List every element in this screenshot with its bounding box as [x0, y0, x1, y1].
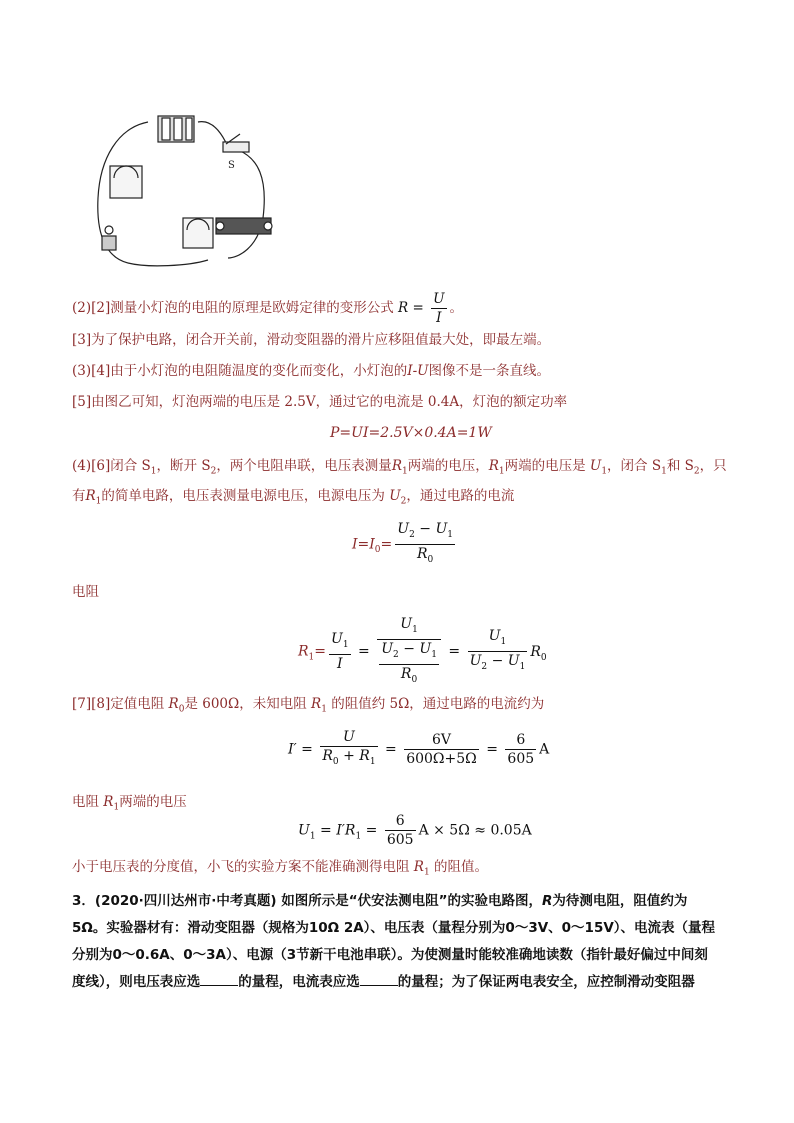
q3-line-2: 5Ω。实验器材有：滑动变阻器（规格为10Ω 2A）、电压表（量程分别为0～3V、0～15V）、电流表（量程	[72, 920, 716, 936]
fraction	[385, 812, 416, 849]
fraction	[505, 731, 536, 768]
circuit-figure	[88, 108, 288, 278]
resistance-formula: $R_1=$ $\frac{U_1}{I}$ = $\frac{U_1}{\frac{U_2 - U_1}{R_0}}$ = $\frac{U_1}{U_2 - U_1}$ $R_0$	[298, 615, 547, 688]
fraction	[431, 290, 446, 327]
text-line-3	[72, 361, 550, 381]
text: ，断开 S	[156, 458, 211, 474]
q3-line-4	[72, 969, 732, 996]
fraction	[404, 731, 479, 768]
numerator: U	[433, 291, 445, 307]
denominator: 600Ω+5Ω	[406, 750, 477, 767]
var: R	[322, 748, 333, 764]
text-line-10	[72, 792, 187, 818]
text: 是 600Ω，未知电阻	[184, 696, 307, 712]
var: U	[435, 521, 448, 537]
text: 度线），则电压表应选	[72, 974, 201, 990]
var: I	[337, 656, 343, 673]
denominator: I	[436, 310, 442, 326]
sub: 2	[693, 466, 700, 477]
sub: 0	[540, 652, 547, 663]
question-3	[72, 888, 732, 996]
fraction: $\frac{U_1}{U_2 - U_1}$	[469, 628, 526, 672]
var: R	[391, 458, 402, 474]
sub: 0	[411, 674, 418, 685]
sub: 1	[519, 662, 526, 672]
fraction: $\frac{U}{R_0 + R_1}$	[322, 729, 376, 767]
sub: 2	[400, 496, 407, 507]
sub: 1	[431, 649, 437, 660]
text-line-6	[72, 456, 727, 482]
var: I′	[336, 822, 345, 839]
unit: A	[539, 741, 550, 758]
sub: 1	[113, 802, 120, 813]
var: U	[397, 521, 410, 537]
var: I=I	[352, 536, 375, 553]
text: ，两个电阻串联，电压表测量	[216, 458, 392, 474]
var: I-U	[407, 363, 429, 379]
text: 的量程；为了保证两电表安全，应控制滑动变阻器	[397, 974, 695, 990]
var: R	[359, 748, 370, 764]
text: 的简单电路，电压表测量电源电压，电源电压为	[101, 488, 385, 504]
text: 小于电压表的分度值，小飞的实验方案不能准确测得电阻	[72, 859, 410, 875]
sub: 2	[481, 662, 488, 672]
sub: 1	[95, 496, 102, 507]
text-line-8: 电阻	[72, 584, 99, 600]
formula-rest: A × 5Ω ≈ 0.05A	[418, 822, 532, 839]
var: R	[103, 794, 114, 810]
text: 和 S	[666, 458, 694, 474]
sub: 0	[374, 545, 381, 556]
var: U	[419, 640, 432, 657]
current-formula	[352, 520, 458, 569]
answer-blank-1[interactable]	[200, 973, 238, 986]
var: R	[542, 893, 553, 909]
text: 。	[449, 300, 464, 316]
sub: 2	[409, 529, 415, 540]
switch-label: S	[228, 160, 235, 171]
var: I′	[288, 741, 297, 758]
var: U	[331, 631, 343, 648]
var: U	[389, 488, 401, 504]
var: R	[344, 822, 356, 839]
text: 图像不是一条直线。	[428, 363, 551, 379]
text: (2)[2]测量小灯泡的电阻的原理是欧姆定律的变形公式	[72, 300, 394, 316]
text-line-9	[72, 694, 544, 720]
sub: 1	[150, 466, 157, 477]
text: 为待测电阻，阻值约为	[552, 893, 688, 909]
sub: 1	[342, 640, 349, 651]
sub: 1	[500, 637, 507, 648]
text: (3)[4]由于小灯泡的电阻随温度的变化而变化，小灯泡的	[72, 363, 408, 379]
text: 电阻	[72, 794, 99, 810]
text: (4)[6]闭合 S	[72, 458, 151, 474]
sub: 1	[355, 831, 362, 842]
var: U	[589, 458, 602, 474]
sub: 1	[498, 466, 505, 477]
var: U	[381, 640, 394, 657]
text: 两端的电压是	[504, 458, 586, 474]
sub: 2	[210, 466, 217, 477]
power-formula: P=UI=2.5V×0.4A=1W	[330, 425, 492, 441]
text: 的量程，电流表应选	[238, 974, 360, 990]
text-line-11	[72, 857, 488, 883]
var: U	[488, 628, 501, 645]
voltage-formula: $U_1 = I'R_1$ = $\frac{6}{605}$ A × 5Ω ≈ 0.05A	[298, 813, 532, 848]
q3-line-1	[72, 888, 732, 915]
text: 的阻值。	[434, 859, 488, 875]
q3-line-3: 分别为0～0.6A、0～3A）、电源（3节新干电池串联）。为使测量时能较准确地读数（指针最好偏过中间刻	[72, 947, 708, 963]
var: R	[298, 643, 309, 660]
answer-blank-2[interactable]	[360, 973, 398, 986]
numerator: 6	[385, 812, 416, 831]
fraction	[329, 630, 351, 673]
text-line-1: (2)[2]测量小灯泡的电阻的原理是欧姆定律的变形公式 R = $\frac{U}{I}$ 。	[72, 291, 464, 326]
sub: 1	[369, 756, 376, 767]
var: R	[85, 488, 96, 504]
text: ，只	[699, 458, 727, 474]
sub: 0	[178, 704, 185, 715]
var: R	[530, 643, 541, 660]
text: 3．(2020·四川达州市·中考真题) 如图所示是“伏安法测电阻”的实验电路图，	[72, 893, 543, 909]
sub: 1	[601, 466, 608, 477]
sub: 1	[308, 652, 315, 663]
sub: 1	[423, 867, 430, 878]
text: [7][8]定值电阻	[72, 696, 165, 712]
text: ，通过电路的电流	[406, 488, 515, 504]
eq: =	[314, 643, 327, 660]
eq: =	[380, 536, 393, 553]
text-line-2: [3]为了保护电路，闭合开关前，滑动变阻器的滑片应移阻值最大处，即最左端。	[72, 332, 551, 348]
var: U	[298, 822, 310, 839]
text: 两端的电压，	[407, 458, 489, 474]
denominator: 605	[386, 832, 414, 848]
var: U	[469, 653, 482, 670]
text-line-4: [5]由图乙可知，灯泡两端的电压是 2.5V，通过它的电流是 0.4A，灯泡的额定功率	[72, 394, 568, 410]
numerator: U	[320, 728, 377, 747]
var: U	[400, 616, 413, 632]
sub: 1	[661, 466, 667, 477]
fraction: $\frac{U_2 - U_1}{R_0}$	[397, 521, 453, 565]
sub: 1	[321, 704, 327, 715]
denominator: 605	[507, 750, 535, 767]
sub: 0	[427, 554, 434, 565]
sub: 1	[412, 624, 418, 635]
sub: 1	[309, 831, 316, 842]
var: R	[413, 859, 424, 875]
numerator: 6V	[404, 731, 479, 750]
text: 两端的电压	[119, 794, 187, 810]
text: ，闭合 S	[607, 458, 662, 474]
var: R	[416, 545, 428, 562]
var: R	[400, 665, 412, 682]
var: R	[168, 696, 179, 712]
sub: 1	[401, 466, 408, 477]
fraction: $\frac{U_1}{\frac{U_2 - U_1}{R_0}}$	[377, 615, 441, 688]
var: R	[398, 300, 409, 316]
numerator: 6	[505, 731, 536, 750]
sub: 1	[447, 529, 453, 540]
current-estimate-formula: I′ = $\frac{U}{R_0 + R_1}$ = $\frac{6V}{600\Omega+5\Omega}$ = $\frac{6}{605}$ A	[288, 728, 549, 771]
var: U	[507, 653, 520, 670]
var: R	[311, 696, 322, 712]
var: R	[488, 458, 499, 474]
text: 的阻值约 5Ω，通过电路的电流约为	[331, 696, 545, 712]
sub: 2	[393, 649, 399, 660]
text-line-7	[72, 486, 514, 512]
sub: 0	[332, 756, 339, 767]
text: 有	[72, 488, 86, 504]
